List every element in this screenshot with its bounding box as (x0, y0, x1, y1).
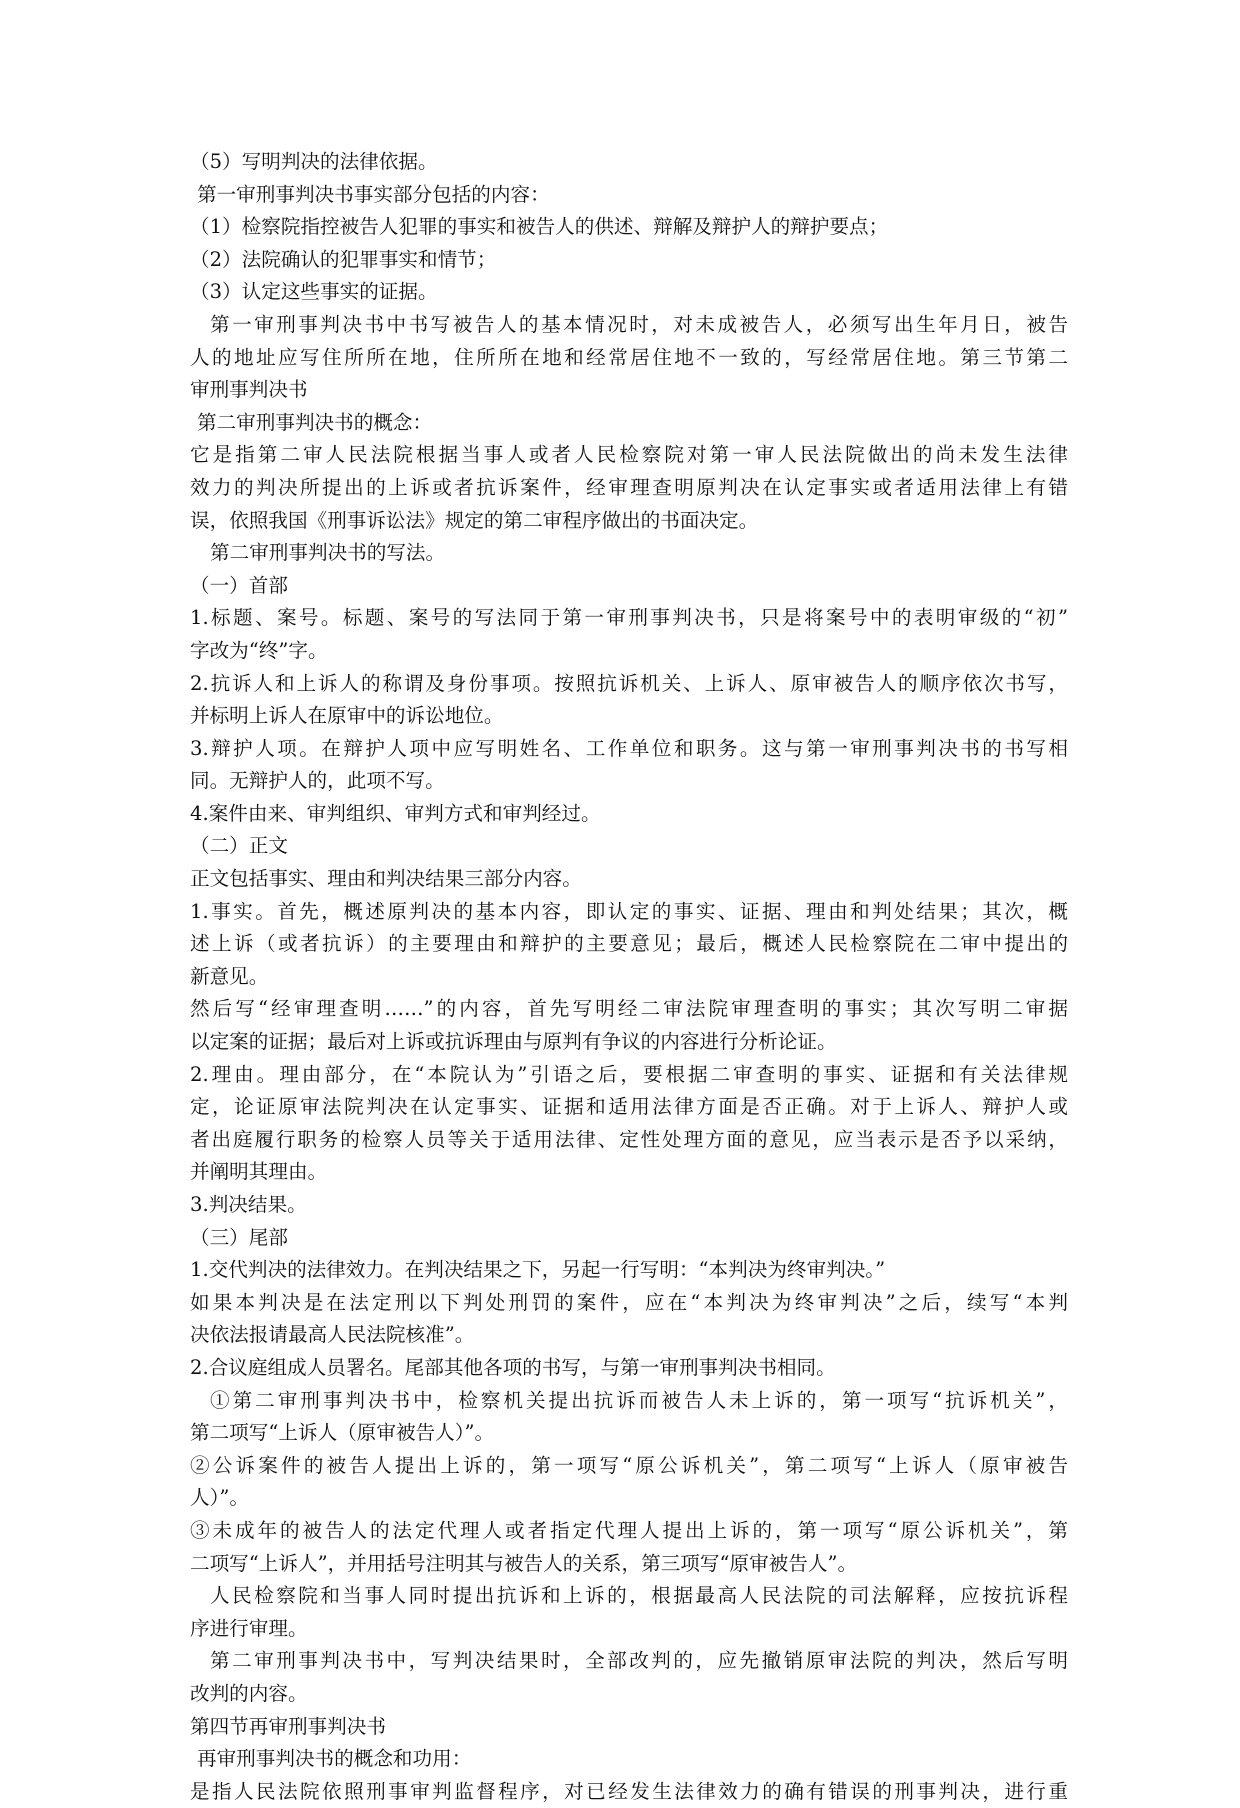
text-line: 第一审刑事判决书事实部分包括的内容： (197, 182, 550, 206)
text-line: 二项写“上诉人”，并用括号注明其与被告人的关系，第三项写“原审被告人”。 (190, 1551, 858, 1575)
text-line: 1.事实。首先，概述原判决的基本内容，即认定的事实、证据、理由和判处结果；其次，概 (190, 899, 1068, 923)
text-line: 第二审刑事判决书中，写判决结果时，全部改判的，应先撤销原审法院的判决，然后写明 (210, 1649, 1068, 1673)
text-line: 它是指第二审人民法院根据当事人或者人民检察院对第一审人民法院做出的尚未发生法律 (190, 443, 1068, 467)
text-line: 4.案件由来、审判组织、审判方式和审判经过。 (190, 801, 601, 825)
text-line: （三）尾部 (190, 1225, 288, 1249)
text-line: 如果本判决是在法定刑以下判处刑罚的案件，应在“本判决为终审判决”之后，续写“本判 (190, 1290, 1068, 1314)
text-line: （3）认定这些事实的证据。 (190, 280, 438, 304)
text-line: 第二审刑事判决书的写法。 (210, 541, 446, 565)
text-line: 新意见。 (190, 964, 269, 988)
text-line: 述上诉（或者抗诉）的主要理由和辩护的主要意见；最后，概述人民检察院在二审中提出的 (190, 932, 1068, 956)
text-line: （二）正文 (190, 834, 288, 858)
text-line: 1.交代判决的法律效力。在判决结果之下，另起一行写明：“本判决为终审判决。” (190, 1258, 886, 1282)
text-line: （2）法院确认的犯罪事实和情节； (190, 247, 497, 271)
text-line: 序进行审理。 (190, 1616, 308, 1640)
text-line: 改判的内容。 (190, 1681, 308, 1705)
text-line: ③未成年的被告人的法定代理人或者指定代理人提出上诉的，第一项写“原公诉机关”，第 (190, 1518, 1068, 1542)
text-line: 再审刑事判决书的概念和功用： (197, 1747, 472, 1771)
text-line: 第一审刑事判决书中书写被告人的基本情况时，对未成被告人，必须写出生年月日，被告 (210, 312, 1068, 336)
text-line: 误，依照我国《刑事诉讼法》规定的第二审程序做出的书面决定。 (190, 508, 759, 532)
document-page (190, 146, 1068, 1808)
text-line: 2.合议庭组成人员署名。尾部其他各项的书写，与第一审刑事判决书相同。 (190, 1355, 836, 1379)
text-line: 第二项写“上诉人（原审被告人）”。 (190, 1421, 495, 1445)
text-line: 1.标题、案号。标题、案号的写法同于第一审刑事判决书，只是将案号中的表明审级的“初” (190, 606, 1068, 630)
text-line: 人）”。 (190, 1486, 249, 1510)
text-line: 然后写“经审理查明……”的内容，首先写明经二审法院审理查明的事实；其次写明二审据 (190, 997, 1068, 1021)
text-line: 审刑事判决书 (190, 378, 308, 402)
text-line: 3.判决结果。 (190, 1193, 307, 1216)
text-line: 字改为“终”字。 (190, 638, 328, 662)
text-line: 者出庭履行职务的检察人员等关于适用法律、定性处理方面的意见，应当表示是否予以采纳， (190, 1127, 1068, 1151)
text-line: 2.理由。理由部分，在“本院认为”引语之后，要根据二审查明的事实、证据和有关法律规 (190, 1062, 1068, 1086)
text-line: 并标明上诉人在原审中的诉讼地位。 (190, 704, 504, 728)
text-line: ②公诉案件的被告人提出上诉的，第一项写“原公诉机关”，第二项写“上诉人（原审被告 (190, 1453, 1068, 1477)
text-line: （1）检察院指控被告人犯罪的事实和被告人的供述、辩解及辩护人的辩护要点； (190, 215, 889, 239)
text-line: 人民检察院和当事人同时提出抗诉和上诉的，根据最高人民法院的司法解释，应按抗诉程 (210, 1584, 1068, 1608)
text-line: 以定案的证据；最后对上诉或抗诉理由与原判有争议的内容进行分析论证。 (190, 1030, 837, 1054)
text-line: 并阐明其理由。 (190, 1160, 328, 1184)
text-line: ①第二审刑事判决书中，检察机关提出抗诉而被告人未上诉的，第一项写“抗诉机关”， (210, 1388, 1068, 1412)
text-line: （一）首部 (190, 573, 288, 597)
text-line: 正文包括事实、理由和判决结果三部分内容。 (190, 867, 582, 891)
text-line: 效力的判决所提出的上诉或者抗诉案件，经审理查明原判决在认定事实或者适用法律上有错 (190, 475, 1068, 499)
text-line: 第二审刑事判决书的概念： (197, 410, 433, 434)
text-line: 定，论证原审法院判决在认定事实、证据和适用法律方面是否正确。对于上诉人、辩护人或 (190, 1095, 1068, 1119)
section-heading: 第四节再审刑事判决书 (190, 1714, 386, 1738)
text-line: 同。无辩护人的，此项不写。 (190, 769, 445, 793)
text-line: （5）写明判决的法律依据。 (190, 150, 438, 173)
text-line: 决依法报请最高人民法院核准”。 (190, 1323, 475, 1347)
text-line: 人的地址应写住所所在地，住所所在地和经常居住地不一致的，写经常居住地。第三节第二 (190, 345, 1068, 369)
text-line: 是指人民法院依照刑事审判监督程序，对已经发生法律效力的确有错误的刑事判决，进行重 (190, 1779, 1068, 1803)
text-line: 2.抗诉人和上诉人的称谓及身份事项。按照抗诉机关、上诉人、原审被告人的顺序依次书写， (190, 671, 1068, 695)
text-line: 3.辩护人项。在辩护人项中应写明姓名、工作单位和职务。这与第一审刑事判决书的书写相 (190, 736, 1068, 760)
